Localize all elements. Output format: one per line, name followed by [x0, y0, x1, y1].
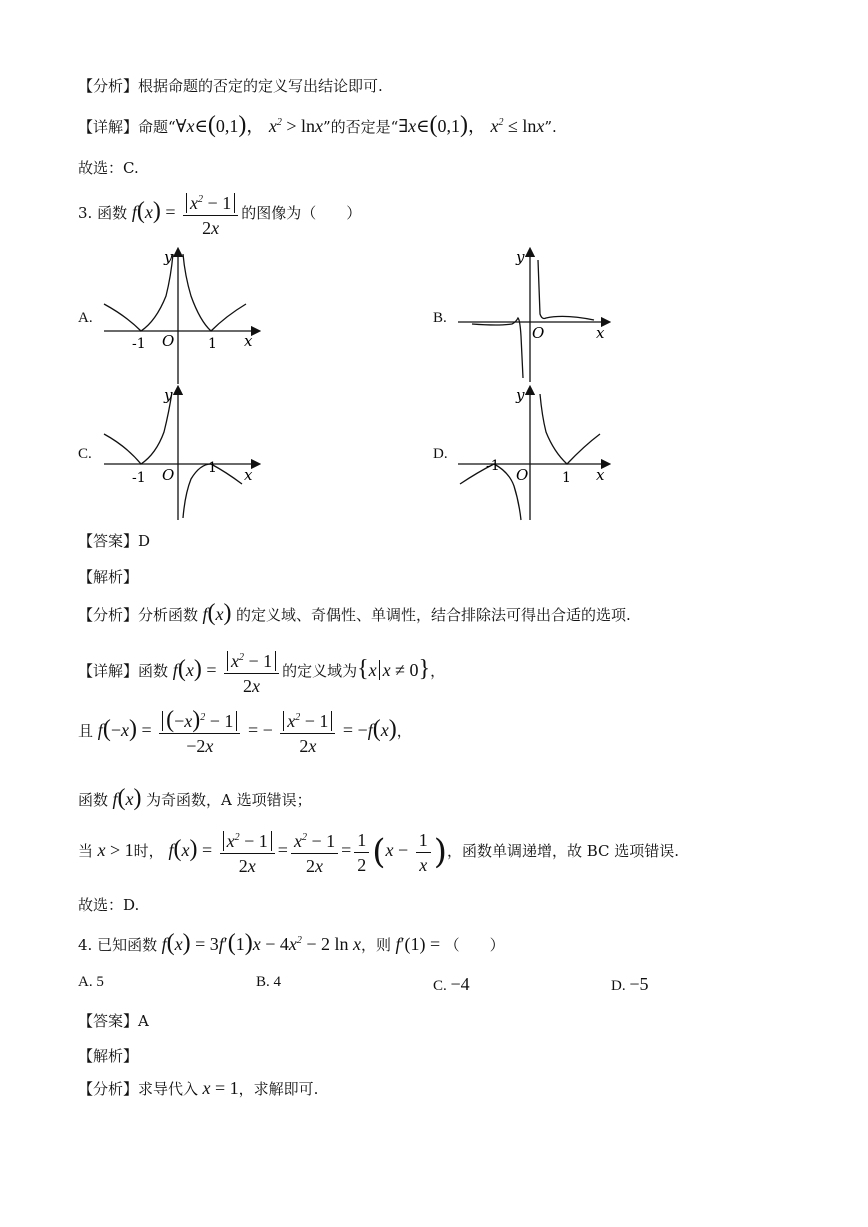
- tick-1: 1: [208, 460, 217, 476]
- formula-exists: ∃x∈(0,1)， $x^2 \le \ln x$: [398, 112, 545, 138]
- answer-4: [78, 1010, 149, 1031]
- odd-text-a: 函数: [78, 791, 109, 809]
- f-of-x: f(x): [108, 785, 142, 811]
- f-of-x: f(x) =: [168, 836, 217, 862]
- when-text-c: ，函数单调递增，故 BC 选项错误.: [446, 842, 680, 860]
- x-eq-1: x = 1: [198, 1078, 239, 1098]
- fraction-half: $\frac{1}{2}$: [354, 830, 369, 875]
- fraction: $\frac{x^2 - 1}{2x}$: [280, 708, 335, 756]
- y-axis-label: y: [516, 386, 525, 404]
- analysis-line-1: [78, 75, 383, 96]
- x-axis-label: x: [244, 332, 253, 350]
- x-axis-label: x: [596, 466, 605, 484]
- tick-neg1: -1: [132, 336, 146, 352]
- f-of-x: f(x): [198, 600, 232, 626]
- analysis-text-a: 【分析】求导代入: [78, 1080, 199, 1098]
- graph-option-b[interactable]: [454, 246, 614, 386]
- graph-option-a[interactable]: [96, 246, 266, 386]
- jiexi-4: [78, 1045, 138, 1066]
- option-b-label[interactable]: B.: [433, 310, 447, 326]
- qie-text: 且: [78, 722, 94, 740]
- tick-neg1: -1: [132, 470, 146, 486]
- fraction-1-over-x: $\frac{1}{x}$: [416, 830, 431, 875]
- detail-text-a: 【详解】命题“: [78, 118, 176, 136]
- choice-c-label: C.: [433, 978, 447, 994]
- f-of-x: f(x) =: [172, 656, 221, 682]
- detail-text-a: 【详解】函数: [78, 662, 169, 680]
- answer-choice-line-3: [78, 894, 139, 915]
- x-gt-1: x > 1: [93, 840, 134, 860]
- question-4-c: （ ）: [444, 936, 505, 954]
- fraction-plain: $\frac{x^2 - 1}{2x}$: [291, 828, 338, 876]
- monotone-line: 当 x > 1时， f(x) = $\frac{x^2 - 1}{2x}$ = $\frac{x^2 - 1}{2x}$ = $\frac{1}{2}$ (x − $\frac{1}{x}$ )，函数单调递增，故 BC 选项错误.: [78, 829, 680, 876]
- question-3: [78, 190, 361, 238]
- answer-text: 【答案】D: [78, 532, 151, 550]
- answer-text: 【答案】A: [78, 1012, 149, 1030]
- origin-label: O: [516, 466, 529, 484]
- fraction-abs: $\frac{x^2 - 1}{2x}$: [220, 828, 275, 876]
- choice-b[interactable]: B. 4: [256, 974, 282, 990]
- choice-d[interactable]: [611, 974, 649, 995]
- y-axis-label: y: [516, 248, 525, 266]
- y-axis-label: y: [164, 248, 173, 266]
- analysis-text-b: ，求解即可.: [238, 1080, 319, 1098]
- analysis-3: [78, 600, 631, 627]
- when-text-b: 时，: [133, 842, 164, 860]
- detail-3: [78, 648, 445, 696]
- q3-function: f(x) =: [131, 198, 181, 224]
- graph-option-d[interactable]: [454, 384, 614, 524]
- question-4: [78, 930, 505, 957]
- origin-label: O: [532, 324, 545, 342]
- fraction-neg: $\frac{(-x)^2 - 1}{-2x}$: [159, 708, 240, 756]
- x-axis-label: x: [244, 466, 253, 484]
- choice-d-value: −5: [629, 974, 649, 994]
- question-3-suffix: 的图像为（ ）: [241, 204, 362, 222]
- choice-c[interactable]: [433, 974, 470, 995]
- fraction: $\frac{x^2 - 1}{2x}$: [224, 648, 279, 696]
- question-4-b: ，则: [361, 936, 392, 954]
- option-d-label[interactable]: D.: [433, 446, 448, 462]
- origin-label: O: [162, 466, 175, 484]
- choice-c-value: −4: [450, 974, 470, 994]
- domain-set: {x x ≠ 0}: [357, 656, 431, 682]
- tick-neg1: -1: [486, 458, 500, 474]
- q3-fraction: $\frac{x^2 - 1}{2x}$: [183, 190, 238, 238]
- f-neg-x: f(−x) =: [97, 716, 157, 742]
- formula-forall: ∀x∈(0,1)， $x^2 > \ln x$: [175, 112, 324, 138]
- detail-text-c: ”.: [544, 118, 557, 136]
- option-a-label[interactable]: A.: [78, 310, 93, 326]
- analysis-4: [78, 1078, 318, 1099]
- odd-text-b: 为奇函数，A 选项错误；: [146, 791, 312, 809]
- jiexi-text: 【解析】: [78, 568, 139, 586]
- option-c-label[interactable]: C.: [78, 446, 92, 462]
- detail-text-b: 的定义域为: [282, 662, 358, 680]
- y-axis-label: y: [164, 386, 173, 404]
- detail-text-c: ，: [430, 662, 446, 680]
- jiexi-3: [78, 566, 138, 587]
- odd-derivation: 且 f(−x) = $\frac{(-x)^2 - 1}{-2x}$ = − $\frac{x^2 - 1}{2x}$ = −f(x)，: [78, 707, 412, 756]
- choice-a[interactable]: A. 5: [78, 974, 104, 990]
- analysis-text: 【分析】根据命题的否定的定义写出结论即可.: [78, 77, 383, 95]
- choice-d-label: D.: [611, 978, 626, 994]
- analysis-text-b: 的定义域、奇偶性、单调性，结合排除法可得出合适的选项.: [236, 606, 631, 624]
- analysis-text-a: 【分析】分析函数: [78, 606, 199, 624]
- q4-derivative: f′(1) =: [391, 934, 445, 954]
- answer-3: [78, 530, 150, 551]
- choice-text: 故选：C.: [78, 159, 139, 177]
- q4-function: $f(x) = 3f'(1)x - 4x^2 - 2$ ln x: [157, 930, 362, 956]
- tick-1: 1: [562, 470, 571, 486]
- detail-text-b: ”的否定是“: [323, 118, 399, 136]
- answer-choice-line-1: [78, 157, 139, 178]
- when-text-a: 当: [78, 842, 94, 860]
- x-axis-label: x: [596, 324, 605, 342]
- origin-label: O: [162, 332, 175, 350]
- question-3-prefix: 3. 函数: [78, 204, 128, 222]
- detail-line-1: [78, 112, 557, 139]
- choice-text: 故选：D.: [78, 896, 140, 914]
- question-4-a: 4. 已知函数: [78, 936, 158, 954]
- jiexi-text: 【解析】: [78, 1047, 139, 1065]
- graph-option-c[interactable]: [96, 384, 266, 524]
- tick-1: 1: [208, 336, 217, 352]
- odd-line: [78, 785, 312, 812]
